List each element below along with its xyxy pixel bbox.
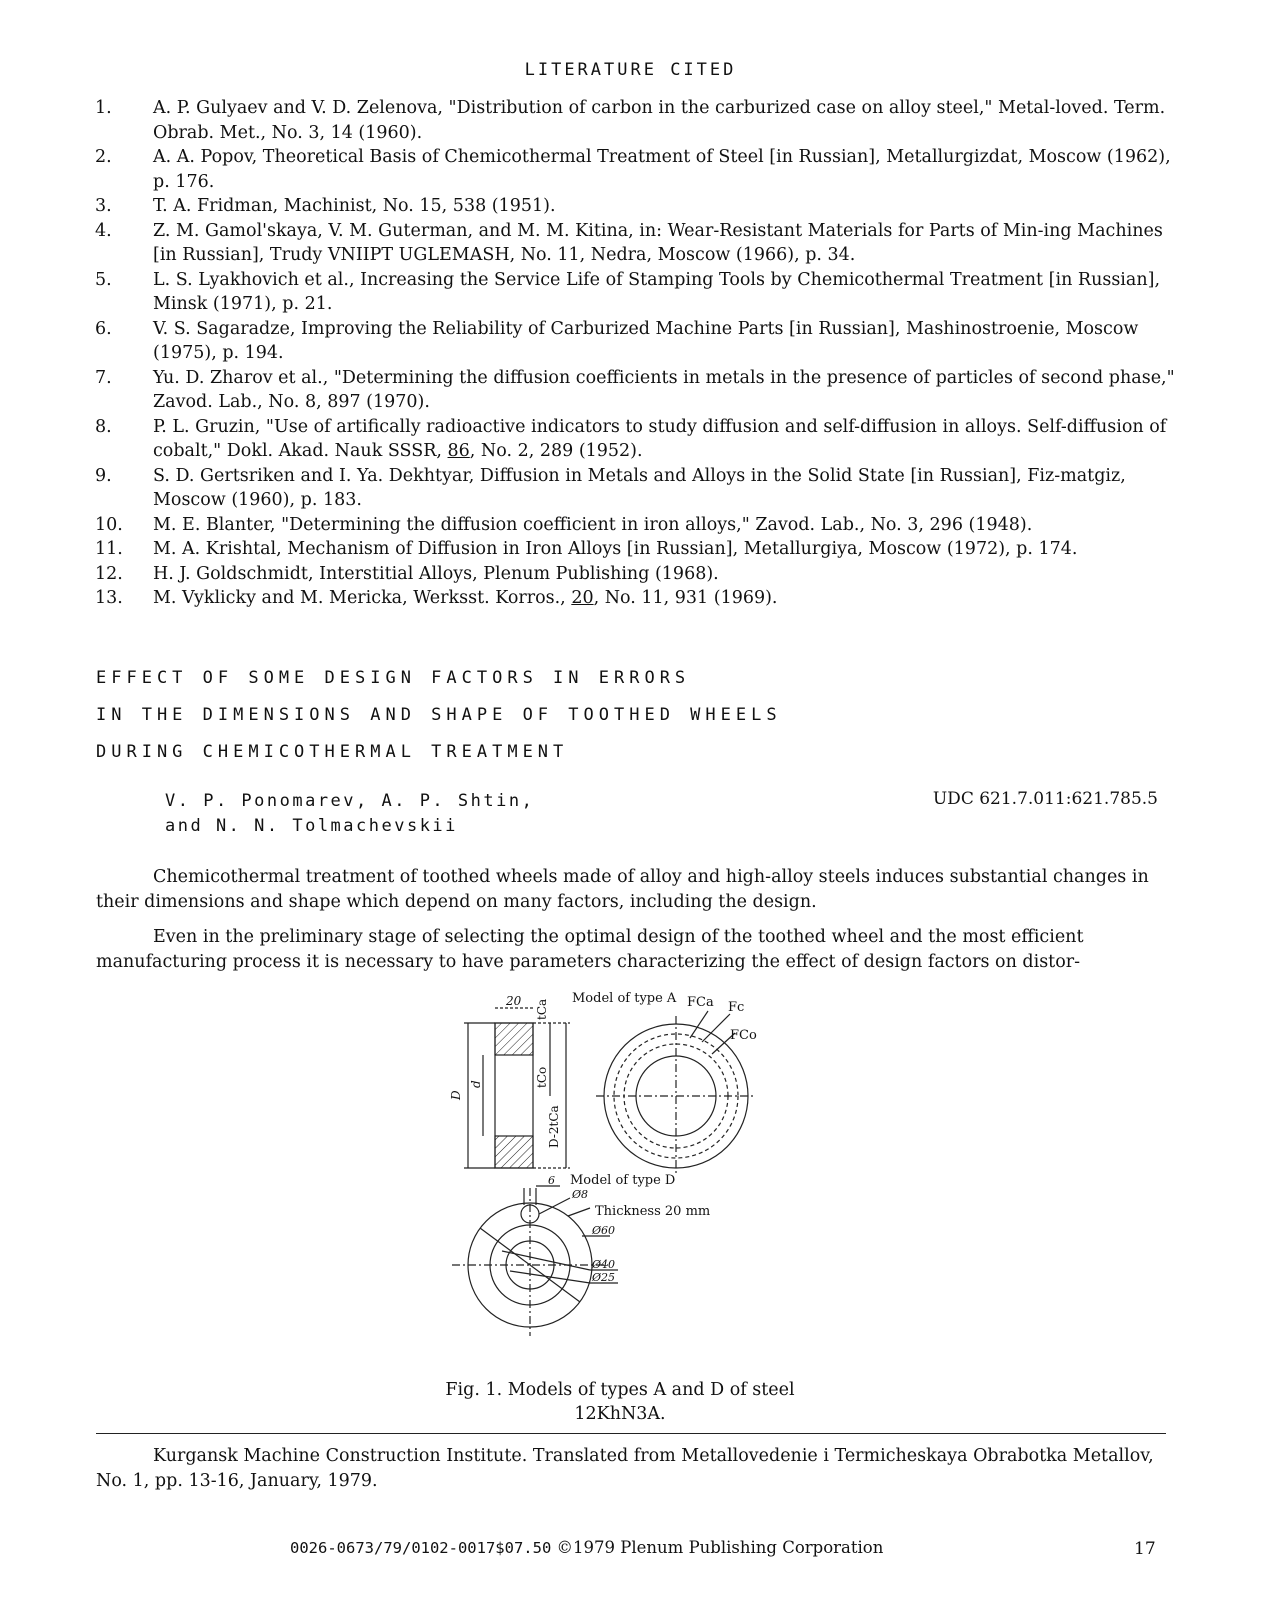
reference-item [95, 464, 1175, 513]
reference-item [95, 194, 1175, 219]
article-authors [165, 789, 534, 839]
label-model-d: Model of type D [570, 1173, 676, 1188]
reference-text: H. J. Goldschmidt, Interstitial Alloys, Plenum Publishing (1968). [153, 563, 719, 584]
reference-number: 2. [95, 147, 112, 167]
udc-code: UDC 621.7.011:621.785.5 [932, 789, 1158, 809]
reference-text: A. P. Gulyaev and V. D. Zelenova, "Distribution of carbon in the carburized case on alloy steel," Metal-loved. Term. Obrab. Met., No. 3, 14 (1960). [153, 98, 1166, 143]
reference-item [95, 366, 1175, 415]
reference-number: 11. [95, 539, 123, 559]
label-d-big: D [449, 1090, 463, 1100]
body-paragraph: Even in the preliminary stage of selecting the optimal design of the toothed wheel and the most efficient manufacturing process it is necessary to have parameters characterizing the effect of design factors on distor- [96, 927, 1084, 972]
label-dia25: Ø25 [592, 1271, 616, 1284]
reference-number: 9. [95, 465, 112, 486]
reference-item [95, 219, 1175, 268]
leader-fca [690, 1011, 708, 1038]
page-number: 17 [1134, 1539, 1156, 1559]
reference-number: 10. [95, 514, 123, 535]
label-tca: tCa [535, 998, 549, 1020]
reference-text: V. S. Sagaradze, Improving the Reliability of Carburized Machine Parts [in Russian], Mashinostroenie, Moscow (1975), p. 194. [153, 318, 1139, 363]
reference-text-end: , No. 2, 289 (1952). [469, 441, 643, 461]
reference-item [95, 268, 1175, 317]
article-title-line: IN THE DIMENSIONS AND SHAPE OF TOOTHED WHEELS [96, 705, 782, 725]
body-paragraph: Chemicothermal treatment of toothed wheels made of alloy and high-alloy steels induces substantial changes in their dimensions and shape which depend on many factors, including the design. [96, 867, 1149, 912]
reference-item [95, 562, 1175, 587]
reference-text: L. S. Lyakhovich et al., Increasing the Service Life of Stamping Tools by Chemicothermal Treatment [in Russian], Minsk (1971), p. 21. [153, 269, 1161, 314]
reference-number: 6. [95, 318, 112, 339]
reference-item [95, 317, 1175, 366]
footnote-divider [96, 1433, 1166, 1434]
reference-number: 5. [95, 269, 112, 290]
label-fca: FCa [687, 995, 714, 1010]
article-title [96, 668, 782, 779]
reference-text: Yu. D. Zharov et al., "Determining the diffusion coefficients in metals in the presence of particles of second phase," Zavod. Lab., No. 8, 897 (1970). [153, 367, 1175, 412]
copyright-line [290, 1538, 883, 1557]
figure-models [440, 991, 780, 1338]
reference-item [95, 537, 1175, 562]
reference-text: T. A. Fridman, Machinist, No. 15, 538 (1951). [153, 196, 556, 216]
article-title-line: DURING CHEMICOTHERMAL TREATMENT [96, 742, 569, 762]
reference-number: 13. [95, 588, 123, 608]
article-code: 0026-0673/79/0102-0017$07.50 [290, 1539, 552, 1557]
article-title-line: EFFECT OF SOME DESIGN FACTORS IN ERRORS [96, 668, 691, 688]
reference-text: A. A. Popov, Theoretical Basis of Chemicothermal Treatment of Steel [in Russian], Metallurgizdat, Moscow (1962), p. 176. [153, 147, 1171, 192]
reference-item [95, 145, 1175, 194]
caption-line: 12KhN3A. [574, 1404, 666, 1424]
label-20: 20 [506, 994, 522, 1008]
caption-line: Fig. 1. Models of types A and D of steel [445, 1380, 795, 1400]
authors-line: V. P. Ponomarev, A. P. Shtin, [165, 791, 535, 811]
reference-text: P. L. Gruzin, "Use of artifically radioactive indicators to study diffusion and self-diffusion in alloys. Self-diffusion of cobalt," Dokl. Akad. Nauk SSSR, [153, 416, 1167, 461]
label-dia60: Ø60 [592, 1224, 616, 1237]
figure-drawing [440, 991, 780, 1338]
reference-number: 7. [95, 367, 112, 388]
reference-text: M. A. Krishtal, Mechanism of Diffusion in Iron Alloys [in Russian], Metallurgiya, Moscow (1972), p. 174. [153, 539, 1078, 559]
label-fc: Fc [728, 1000, 745, 1015]
reference-item [95, 586, 1175, 611]
label-tco: tCo [535, 1066, 549, 1088]
leader-fc [702, 1014, 730, 1042]
footnote: Kurgansk Machine Construction Institute. Translated from Metallovedenie i Termicheskaya Obrabotka Metallov, No. 1, pp. 13-16, January, 1979. [96, 1446, 1154, 1491]
label-model-a: Model of type A [572, 991, 677, 1006]
leader-thickness [568, 1208, 590, 1216]
reference-list [95, 96, 1175, 611]
label-fco: FCo [730, 1028, 757, 1043]
leader-dia8 [539, 1198, 570, 1214]
dimension-line-dia25 [510, 1271, 590, 1283]
label-d-small: d [469, 1080, 483, 1088]
reference-number: 8. [95, 416, 112, 437]
reference-text: M. Vyklicky and M. Mericka, Werksst. Korros., [153, 588, 572, 608]
label-dia8: Ø8 [572, 1188, 589, 1201]
reference-number: 4. [95, 220, 112, 241]
label-d2tca: D-2tCa [547, 1105, 561, 1148]
case-hatch-top [495, 1023, 533, 1055]
label-thickness: Thickness 20 mm [595, 1204, 711, 1219]
reference-number: 3. [95, 196, 112, 216]
label-dia40: Ø40 [592, 1258, 616, 1271]
case-hatch-bottom [495, 1136, 533, 1168]
reference-item [95, 96, 1175, 145]
reference-text: Z. M. Gamol'skaya, V. M. Guterman, and M. M. Kitina, in: Wear-Resistant Materials for Parts of Min-ing Machines [in Russian], Trudy VNIIPT UGLEMASH, No. 11, Nedra, Moscow (1966), p. 34. [153, 220, 1163, 265]
dimension-line-dia40 [502, 1251, 590, 1270]
label-6: 6 [548, 1174, 555, 1187]
literature-cited-heading: LITERATURE CITED [524, 60, 737, 80]
volume-number: 86 [447, 441, 470, 461]
figure-caption [420, 1378, 820, 1426]
volume-number: 20 [571, 588, 594, 608]
copyright-text: ©1979 Plenum Publishing Corporation [556, 1538, 884, 1557]
reference-item [95, 415, 1175, 464]
authors-line: and N. N. Tolmachevskii [165, 816, 458, 836]
reference-text-end: , No. 11, 931 (1969). [593, 588, 778, 608]
reference-item [95, 513, 1175, 538]
reference-number: 12. [95, 563, 123, 584]
reference-text: M. E. Blanter, "Determining the diffusion coefficient in iron alloys," Zavod. Lab., No. 3, 296 (1948). [153, 514, 1033, 535]
reference-text: S. D. Gertsriken and I. Ya. Dekhtyar, Diffusion in Metals and Alloys in the Solid State [in Russian], Fiz-matgiz, Moscow (1960), p. 183. [153, 465, 1126, 510]
reference-number: 1. [95, 98, 112, 118]
